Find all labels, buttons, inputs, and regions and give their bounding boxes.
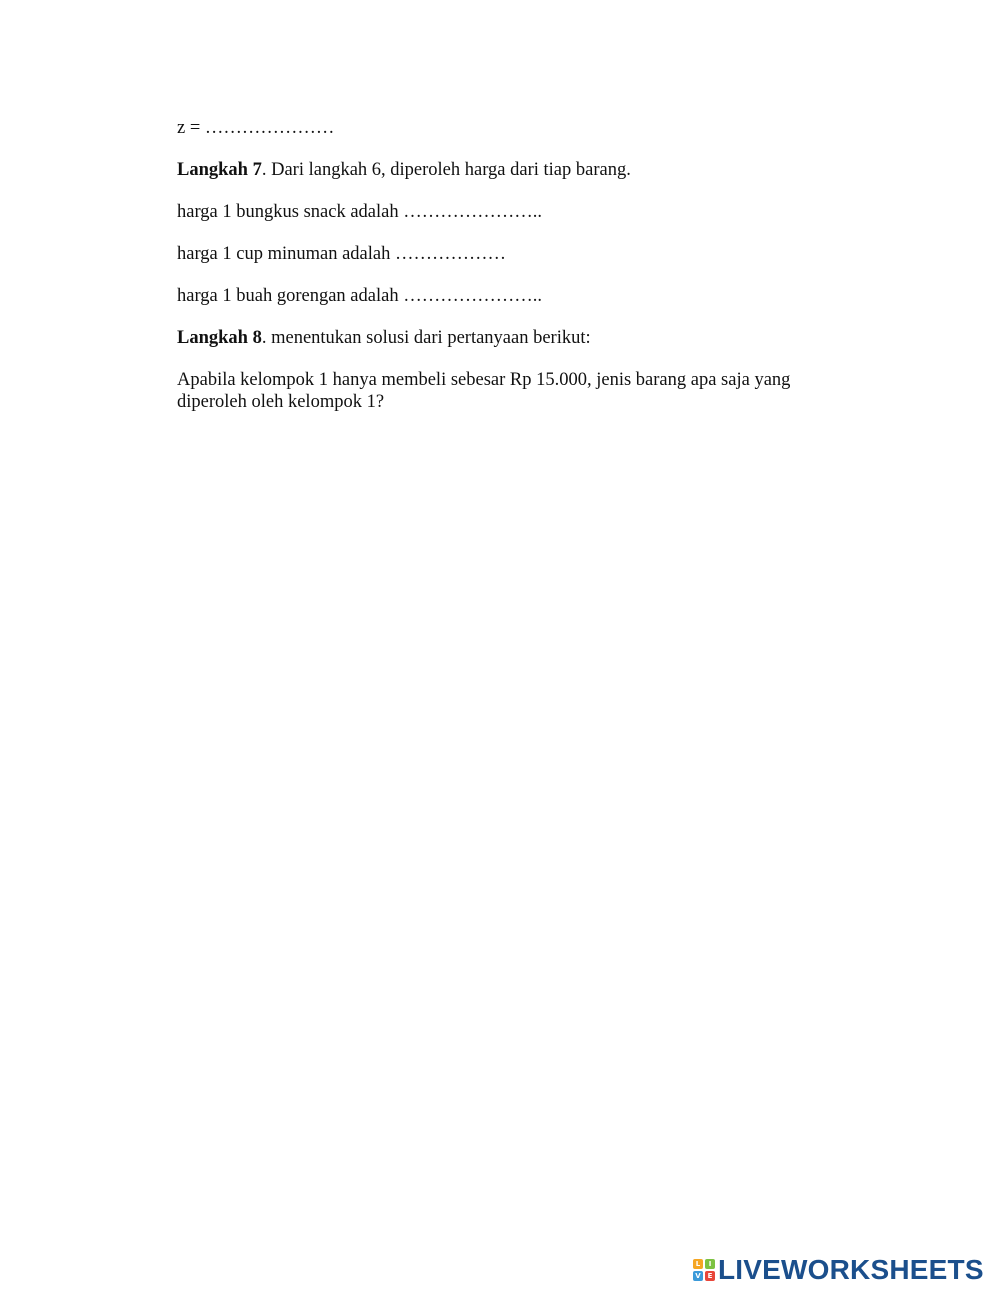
logo-tile-i: I — [705, 1259, 715, 1269]
step8-text: . menentukan solusi dari pertanyaan berikut: — [261, 328, 591, 348]
snack-price-line: harga 1 bungkus snack adalah ………………….. — [177, 202, 542, 222]
step7-text: . Dari langkah 6, diperoleh harga dari tiap barang. — [261, 160, 631, 180]
z-answer-line: z = ………………… — [177, 118, 335, 138]
logo-wordmark: LIVEWORKSHEETS — [718, 1254, 984, 1285]
liveworksheets-logo-icon — [693, 1259, 715, 1281]
step8-heading — [177, 327, 837, 349]
step7-heading — [177, 159, 837, 181]
worksheet-content — [177, 117, 837, 413]
step8-label: Langkah 8 — [177, 328, 262, 348]
logo-tile-v: V — [693, 1271, 703, 1281]
drink-price-line: harga 1 cup minuman adalah ……………… — [177, 244, 506, 264]
gorengan-price-line: harga 1 buah gorengan adalah ………………….. — [177, 286, 542, 306]
logo-tile-e: E — [705, 1271, 715, 1281]
logo-tile-l: L — [693, 1259, 703, 1269]
question-paragraph: Apabila kelompok 1 hanya membeli sebesar Rp 15.000, jenis barang apa saja yang diperoleh oleh kelompok 1? — [177, 370, 791, 412]
step7-label: Langkah 7 — [177, 160, 262, 180]
liveworksheets-logo — [693, 1254, 984, 1286]
